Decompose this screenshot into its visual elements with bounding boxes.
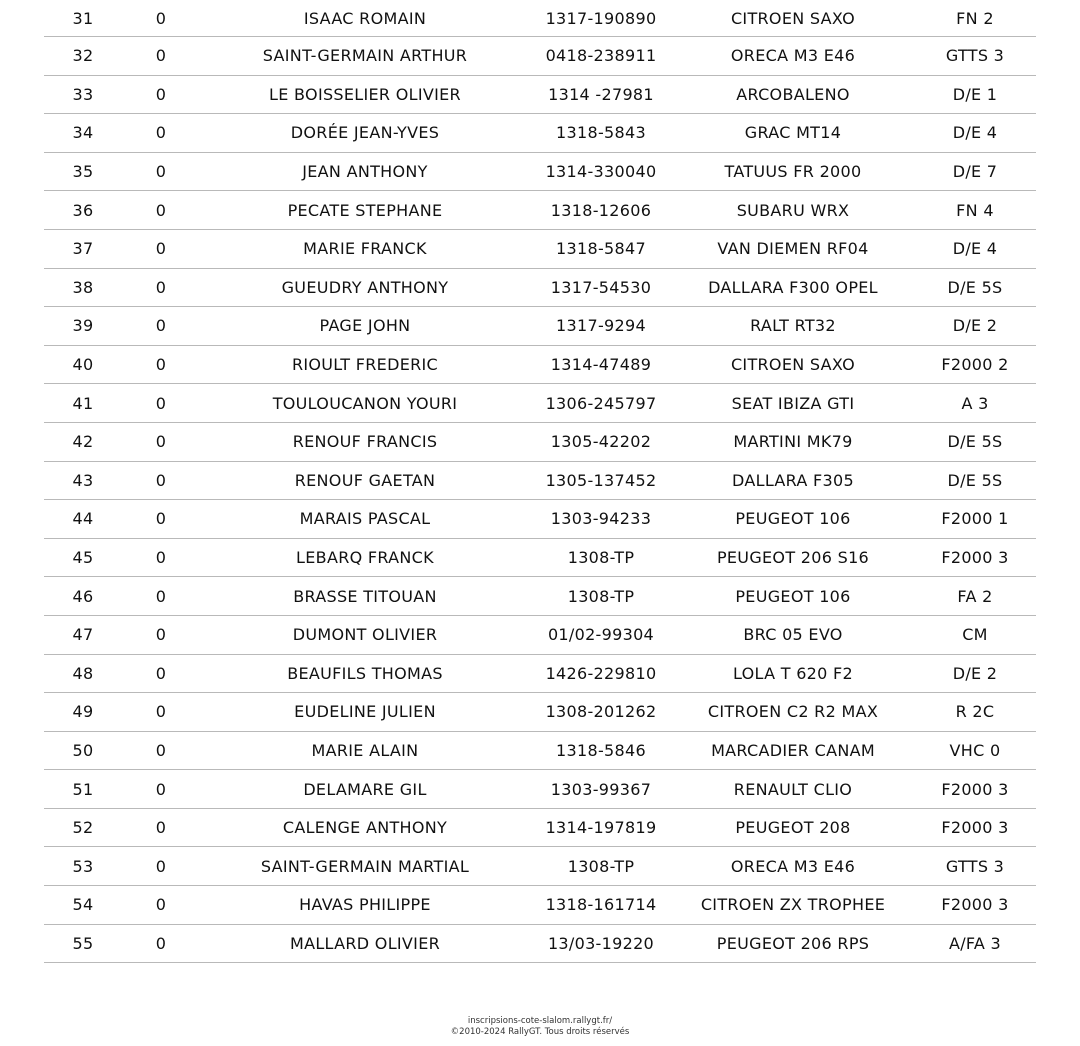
entry-number: 43 [72,470,94,490]
driver-name: MARAIS PASCAL [299,509,431,529]
entry-number: 46 [72,586,94,606]
driver-name: RIOULT FREDERIC [291,355,439,375]
table-row [44,693,1036,732]
entry-points: 0 [155,779,167,799]
entry-points: 0 [155,702,167,722]
entry-points: 0 [155,84,167,104]
entry-number: 37 [72,239,94,259]
table-row [44,655,1036,694]
entry-points: 0 [155,239,167,259]
car-model: SEAT IBIZA GTI [731,393,855,413]
entry-number: 53 [72,856,94,876]
car-class: F2000 3 [941,779,1009,799]
table-row [44,925,1036,964]
entry-number: 36 [72,200,94,220]
car-class: D/E 7 [952,162,998,182]
entry-number: 33 [72,84,94,104]
license-number: 1314-47489 [550,355,652,375]
car-model: PEUGEOT 106 [735,586,851,606]
car-model: CITROEN C2 R2 MAX [707,702,879,722]
driver-name: LE BOISSELIER OLIVIER [269,84,461,104]
car-class: D/E 5S [947,470,1003,490]
license-number: 1308-TP [567,548,635,568]
car-model: TATUUS FR 2000 [724,162,862,182]
car-model: CITROEN SAXO [730,355,856,375]
license-number: 13/03-19220 [547,933,655,953]
license-number: 1308-201262 [545,702,657,722]
driver-name: PAGE JOHN [319,316,411,336]
car-model: GRAC MT14 [744,123,842,143]
car-model: CITROEN SAXO [730,8,856,28]
driver-name: ISAAC ROMAIN [303,8,427,28]
license-number: 1314 -27981 [548,84,654,104]
entry-points: 0 [155,432,167,452]
driver-name: SAINT-GERMAIN MARTIAL [260,856,470,876]
car-class: F2000 3 [941,895,1009,915]
entry-points: 0 [155,123,167,143]
entry-number: 42 [72,432,94,452]
car-class: D/E 4 [952,239,998,259]
page-footer [0,1016,1080,1038]
driver-name: GUEUDRY ANTHONY [281,277,449,297]
entry-points: 0 [155,509,167,529]
entry-number: 40 [72,355,94,375]
car-class: CM [962,625,988,645]
entry-points: 0 [155,355,167,375]
entry-points: 0 [155,200,167,220]
license-number: 1317-190890 [545,8,657,28]
car-class: F2000 3 [941,818,1009,838]
table-row [44,732,1036,771]
entry-number: 39 [72,316,94,336]
car-model: LOLA T 620 F2 [732,663,854,683]
car-class: D/E 1 [952,84,998,104]
entry-number: 49 [72,702,94,722]
entry-points: 0 [155,740,167,760]
entry-points: 0 [155,316,167,336]
car-model: ORECA M3 E46 [730,46,856,66]
table-row [44,539,1036,578]
license-number: 01/02-99304 [547,625,655,645]
table-row [44,191,1036,230]
table-row [44,269,1036,308]
car-class: A 3 [961,393,989,413]
car-model: ORECA M3 E46 [730,856,856,876]
car-model: PEUGEOT 206 S16 [716,548,870,568]
car-model: ARCOBALENO [736,84,850,104]
driver-name: DORÉE JEAN-YVES [290,123,440,143]
table-row [44,307,1036,346]
entry-points: 0 [155,393,167,413]
entry-number: 48 [72,663,94,683]
license-number: 1318-5843 [556,123,646,143]
table-row [44,37,1036,76]
driver-name: JEAN ANTHONY [302,162,428,182]
driver-name: RENOUF FRANCIS [292,432,438,452]
car-model: DALLARA F300 OPEL [708,277,878,297]
table-row [44,809,1036,848]
entry-points: 0 [155,470,167,490]
table-row [44,230,1036,269]
driver-name: MARIE FRANCK [303,239,427,259]
entry-points: 0 [155,625,167,645]
car-class: D/E 5S [947,277,1003,297]
license-number: 1318-161714 [545,895,657,915]
table-row [44,500,1036,539]
driver-name: MALLARD OLIVIER [289,933,441,953]
car-class: R 2C [955,702,995,722]
table-body [44,0,1036,963]
table-row [44,886,1036,925]
driver-name: HAVAS PHILIPPE [299,895,431,915]
table-row [44,423,1036,462]
driver-name: LEBARQ FRANCK [296,548,434,568]
car-model: MARTINI MK79 [733,432,853,452]
car-model: DALLARA F305 [732,470,854,490]
table-row [44,462,1036,501]
driver-name: PECATE STEPHANE [287,200,443,220]
license-number: 1305-42202 [550,432,652,452]
car-model: RENAULT CLIO [733,779,853,799]
license-number: 1308-TP [567,586,635,606]
entry-number: 55 [72,933,94,953]
license-number: 1303-94233 [550,509,652,529]
license-number: 1317-9294 [556,316,646,336]
driver-name: EUDELINE JULIEN [294,702,436,722]
car-model: PEUGEOT 208 [735,818,851,838]
entry-points: 0 [155,663,167,683]
entry-points: 0 [155,162,167,182]
entry-points: 0 [155,8,167,28]
driver-name: BEAUFILS THOMAS [287,663,443,683]
entry-number: 31 [72,8,94,28]
table-row [44,577,1036,616]
site-link[interactable]: inscripsions-cote-slalom.rallygt.fr/ [467,1016,613,1026]
entry-points: 0 [155,818,167,838]
entry-number: 44 [72,509,94,529]
car-class: FN 4 [956,200,994,220]
car-class: F2000 3 [941,548,1009,568]
car-class: F2000 2 [941,355,1009,375]
license-number: 1317-54530 [550,277,652,297]
copyright-text: ©2010-2024 RallyGT. Tous droits réservés [450,1027,630,1037]
car-class: A/FA 3 [948,933,1002,953]
car-model: MARCADIER CANAM [711,740,875,760]
entry-number: 47 [72,625,94,645]
car-class: F2000 1 [941,509,1009,529]
entry-points: 0 [155,895,167,915]
car-model: PEUGEOT 206 RPS [716,933,870,953]
car-class: D/E 4 [952,123,998,143]
car-model: BRC 05 EVO [743,625,843,645]
entry-number: 50 [72,740,94,760]
car-model: RALT RT32 [750,316,836,336]
car-class: FN 2 [956,8,994,28]
table-row [44,384,1036,423]
table-row [44,114,1036,153]
entry-number: 45 [72,548,94,568]
car-model: VAN DIEMEN RF04 [717,239,869,259]
entry-number: 41 [72,393,94,413]
table-row [44,0,1036,37]
driver-name: BRASSE TITOUAN [293,586,437,606]
driver-name: TOULOUCANON YOURI [272,393,458,413]
entry-number: 34 [72,123,94,143]
driver-name: DUMONT OLIVIER [292,625,438,645]
table-row [44,346,1036,385]
entry-number: 51 [72,779,94,799]
car-class: D/E 2 [952,316,998,336]
license-number: 1305-137452 [545,470,657,490]
entry-number: 52 [72,818,94,838]
driver-name: CALENGE ANTHONY [282,818,448,838]
license-number: 1426-229810 [545,663,657,683]
entry-number: 32 [72,46,94,66]
table-row [44,616,1036,655]
entry-points: 0 [155,586,167,606]
license-number: 1318-5846 [556,740,646,760]
driver-name: RENOUF GAETAN [294,470,436,490]
driver-name: DELAMARE GIL [303,779,427,799]
driver-name: MARIE ALAIN [311,740,419,760]
table-row [44,153,1036,192]
car-class: FA 2 [957,586,993,606]
car-model: PEUGEOT 106 [735,509,851,529]
entry-points: 0 [155,933,167,953]
table-row [44,76,1036,115]
car-class: D/E 2 [952,663,998,683]
license-number: 1314-330040 [545,162,657,182]
entry-number: 38 [72,277,94,297]
entry-points: 0 [155,46,167,66]
car-model: CITROEN ZX TROPHEE [700,895,886,915]
license-number: 1308-TP [567,856,635,876]
entry-number: 54 [72,895,94,915]
entry-points: 0 [155,277,167,297]
license-number: 1306-245797 [545,393,657,413]
table-row [44,847,1036,886]
table-row [44,770,1036,809]
car-class: D/E 5S [947,432,1003,452]
entry-points: 0 [155,548,167,568]
license-number: 1318-12606 [550,200,652,220]
entry-list-table [44,0,1036,963]
car-class: GTTS 3 [945,46,1005,66]
license-number: 1303-99367 [550,779,652,799]
entry-number: 35 [72,162,94,182]
license-number: 0418-238911 [545,46,657,66]
driver-name: SAINT-GERMAIN ARTHUR [262,46,468,66]
car-model: SUBARU WRX [736,200,850,220]
license-number: 1318-5847 [556,239,646,259]
license-number: 1314-197819 [545,818,657,838]
car-class: VHC 0 [949,740,1001,760]
car-class: GTTS 3 [945,856,1005,876]
entry-points: 0 [155,856,167,876]
